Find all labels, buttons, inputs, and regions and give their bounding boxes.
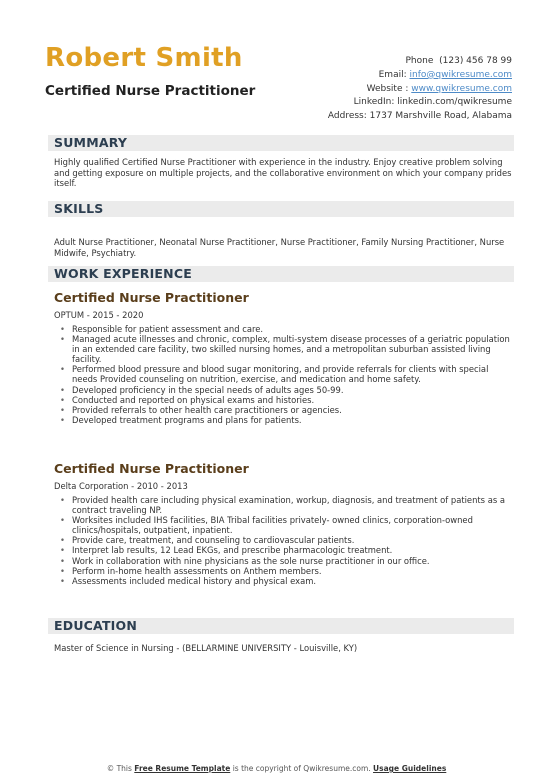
- list-item: • Conducted and reported on physical exams and histories.: [60, 394, 315, 405]
- job-meta: Delta Corporation - 2010 - 2013: [54, 481, 188, 491]
- job-title: Certified Nurse Practitioner: [54, 290, 249, 305]
- bullet-icon: •: [60, 394, 65, 405]
- usage-guidelines-link[interactable]: Usage Guidelines: [373, 764, 447, 773]
- list-item: • Provided referrals to other health care practitioners or agencies.: [60, 404, 342, 415]
- list-item: • Developed proficiency in the special needs of adults ages 50-99.: [60, 384, 344, 395]
- bullet-icon: •: [60, 414, 65, 425]
- list-item: • Interpret lab results, 12 Lead EKGs, and prescribe pharmacologic treatment.: [60, 545, 393, 556]
- candidate-name: Robert Smith: [45, 43, 243, 73]
- bullet-icon: •: [60, 555, 65, 566]
- list-item: • Assessments included medical history and physical exam.: [60, 575, 317, 586]
- list-item: • Performed blood pressure and blood sugar monitoring, and provide referrals for clients with special needs Provided counseling on nutrition, exercise, and medication and home safety.: [60, 364, 489, 385]
- job-bullet-list: [58, 324, 510, 425]
- list-item: • Perform in-home health assessments on Anthem members.: [60, 565, 322, 576]
- section-heading-work-experience: WORK EXPERIENCE: [48, 266, 514, 282]
- contact-address: Address: 1737 Marshville Road, Alabama: [327, 111, 512, 122]
- education-text: Master of Science in Nursing - (BELLARMINE UNIVERSITY - Louisville, KY): [54, 643, 358, 653]
- copyright-footer: © This Free Resume Template is the copyright of Qwikresume.com. Usage Guidelines: [106, 764, 447, 773]
- job-title: Certified Nurse Practitioner: [54, 461, 249, 476]
- bullet-icon: •: [60, 515, 65, 526]
- contact-block: [262, 55, 512, 124]
- free-resume-template-link[interactable]: Free Resume Template: [134, 764, 231, 773]
- bullet-icon: •: [60, 495, 65, 505]
- bullet-icon: •: [60, 565, 65, 576]
- bullet-icon: •: [60, 324, 65, 334]
- contact-phone: Phone (123) 456 78 99: [405, 56, 512, 66]
- contact-website: Website : www.qwikresume.com: [366, 83, 512, 94]
- bullet-icon: •: [60, 364, 65, 375]
- skills-text: Adult Nurse Practitioner, Neonatal Nurse Practitioner, Nurse Practitioner, Family Nursing Practitioner, Nurse Midwife, Psychiatry.: [54, 237, 505, 258]
- job-meta: OPTUM - 2015 - 2020: [54, 310, 144, 320]
- bullet-icon: •: [60, 404, 65, 415]
- section-heading-education: EDUCATION: [48, 618, 514, 634]
- section-heading-summary: SUMMARY: [48, 135, 514, 151]
- email-link[interactable]: info@qwikresume.com: [409, 69, 512, 80]
- bullet-icon: •: [60, 334, 65, 345]
- bullet-icon: •: [60, 545, 65, 556]
- contact-email: Email: info@qwikresume.com: [378, 69, 512, 80]
- list-item: • Provided health care including physical examination, workup, diagnosis, and treatment of patients as a contract traveling NP.: [60, 495, 505, 516]
- bullet-icon: •: [60, 575, 65, 586]
- website-link[interactable]: www.qwikresume.com: [411, 83, 512, 94]
- job-bullet-list: [58, 495, 510, 586]
- summary-text: Highly qualified Certified Nurse Practitioner with experience in the industry. Enjoy creative problem solving and getting exposure on multiple projects, and the collaborative environment on which your company prides itself.: [54, 157, 512, 189]
- list-item: • Developed treatment programs and plans for patients.: [60, 414, 302, 425]
- list-item: • Managed acute illnesses and chronic, complex, multi-system disease processes of a geriatric population in an extended care facility, two skilled nursing homes, and a metropolitan suburban assisted living facility.: [60, 334, 510, 365]
- list-item: • Work in collaboration with nine physicians as the sole nurse practitioner in our office.: [60, 555, 430, 566]
- contact-linkedin: LinkedIn: linkedin.com/qwikresume: [353, 97, 512, 108]
- list-item: • Responsible for patient assessment and care.: [60, 324, 264, 334]
- list-item: • Provide care, treatment, and counseling to cardiovascular patients.: [60, 535, 355, 546]
- list-item: • Worksites included IHS facilities, BIA Tribal facilities privately- owned clinics, corporation-owned clinics/hospitals, outpatient, inpatient.: [60, 515, 473, 536]
- section-heading-skills: SKILLS: [48, 201, 514, 217]
- bullet-icon: •: [60, 384, 65, 395]
- bullet-icon: •: [60, 535, 65, 546]
- candidate-title: Certified Nurse Practitioner: [45, 83, 256, 99]
